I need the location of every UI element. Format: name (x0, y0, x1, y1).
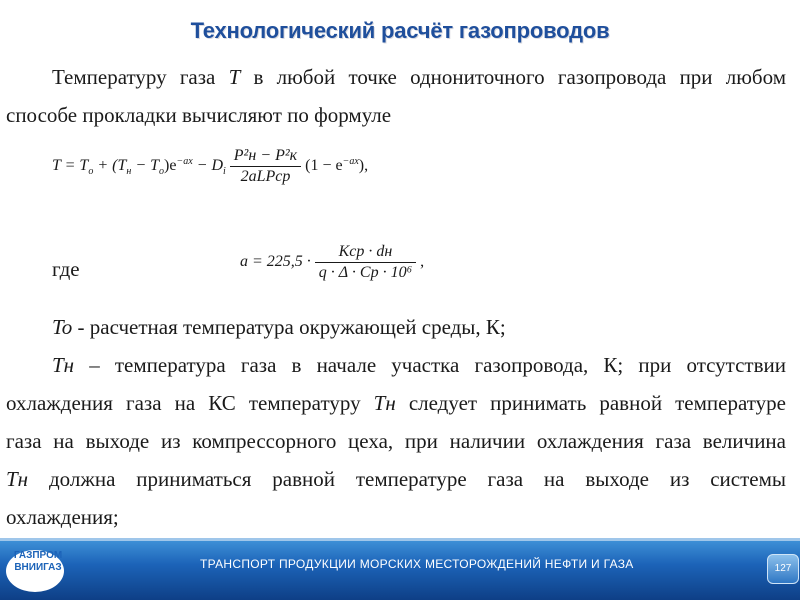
coefficient-fraction: $\frac{\text{Kср · dн}}{\text{q · Δ · Cp · 10⁶}}$ (315, 242, 416, 283)
temperature-formula: $T = T_o + (T_н - T_o)e^{-ax} - D_i$ $\frac{\text{P²н − P²к}}{\text{2aLPср}}$ $(1 - e^{-ax})$, (52, 147, 369, 185)
page-number-badge: 127 (767, 554, 799, 584)
formula-fraction: $\frac{\text{P²н − P²к}}{\text{2aLPср}}$ (230, 146, 301, 187)
footer-bar (0, 538, 800, 600)
coefficient-formula: a = 225,5 · $\frac{\text{Kср · dн}}{\text{q · Δ · Cp · 10⁶}}$ , (240, 243, 425, 281)
slide-title: Технологический расчёт газопроводов (190, 18, 610, 43)
def-to-line: To - расчетная температура окружающей среды, К; (52, 315, 506, 339)
def-tn-line-3: газа на выходе из компрессорного цеха, при наличии охлаждения газа величина (6, 429, 786, 453)
def-tn-line-2: охлаждения газа на КС температуру Tн следует принимать равной температуре (6, 391, 786, 415)
where-label: где (52, 257, 80, 281)
def-tn-line-1: Tн – температура газа в начале участка газопровода, К; при отсутствии (52, 353, 786, 377)
footer-caption: ТРАНСПОРТ ПРОДУКЦИИ МОРСКИХ МЕСТОРОЖДЕНИЙ НЕФТИ И ГАЗА (200, 557, 634, 571)
intro-line-2: способе прокладки вычисляют по формуле (6, 103, 392, 127)
def-tn-line-4: Tн должна приниматься равной температуре газа на выходе из системы (6, 467, 786, 491)
logo-text: ГАЗПРОМ ВНИИГАЗ (13, 550, 63, 573)
intro-line-1: Температуру газа T в любой точке однониточного газопровода при любом (52, 65, 787, 89)
definitions (6, 308, 786, 536)
def-tn-line-5: охлаждения; (6, 505, 119, 529)
intro-paragraph (6, 58, 786, 134)
